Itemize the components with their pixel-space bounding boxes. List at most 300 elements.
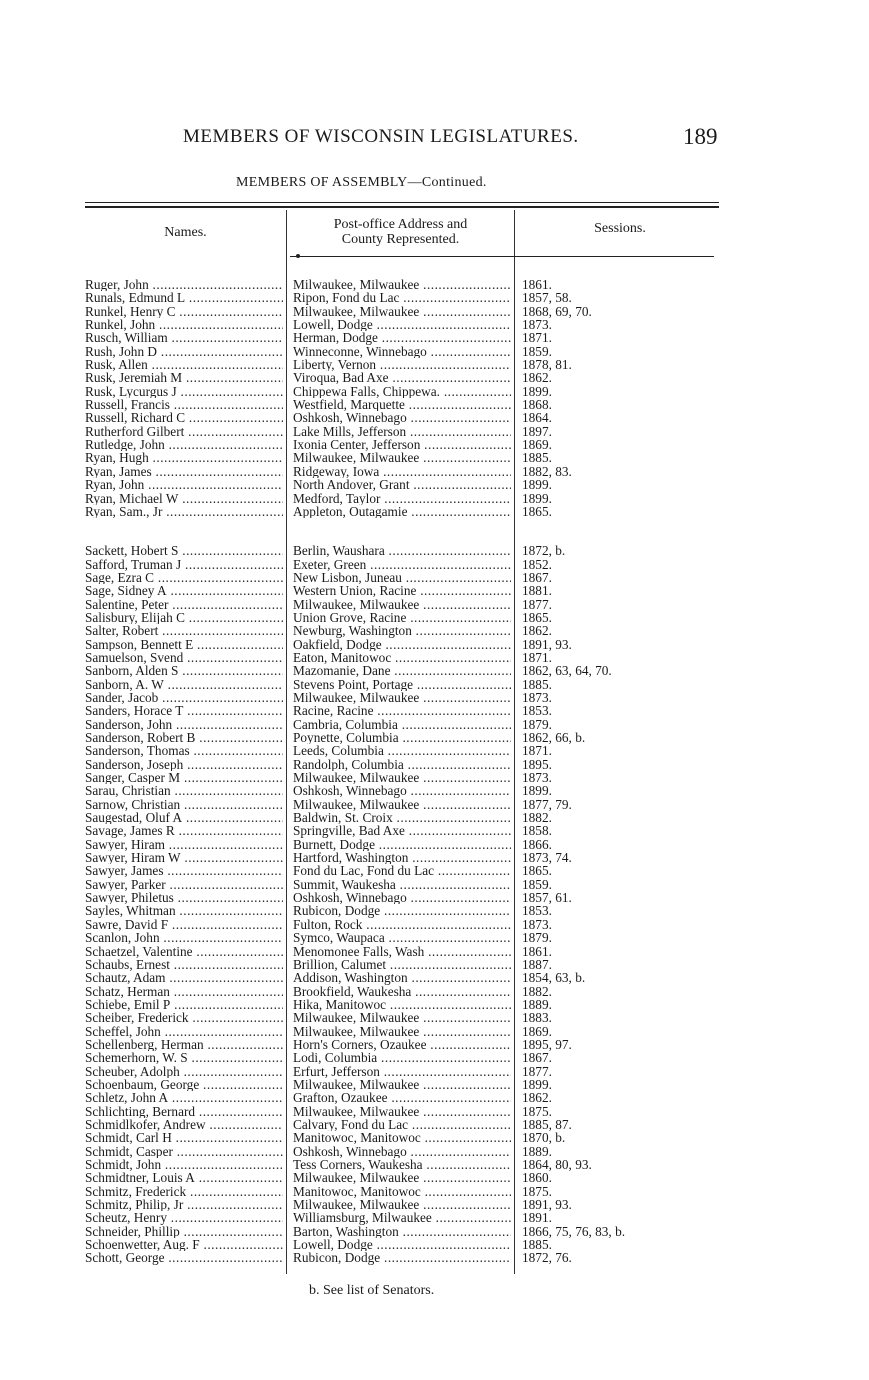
member-address: Milwaukee, Milwaukee ..... <box>293 691 511 704</box>
member-name: Salentine, Peter ..... <box>85 598 283 611</box>
member-sessions: 1891. <box>522 1210 552 1226</box>
member-sessions: 1871. <box>522 649 552 665</box>
table-row <box>0 1238 869 1251</box>
table-row <box>0 1131 869 1144</box>
member-sessions: 1860. <box>522 1170 552 1186</box>
member-address: Manitowoc, Manitowoc ..... <box>293 1185 511 1198</box>
table-row <box>0 1211 869 1224</box>
table-row <box>0 305 869 318</box>
table-row <box>0 945 869 958</box>
table-row <box>0 598 869 611</box>
member-address: Oshkosh, Winnebago ..... <box>293 411 511 424</box>
member-name: Schmitz, Philip, Jr ..... <box>85 1198 283 1211</box>
member-sessions: 1872, b. <box>522 543 566 559</box>
member-sessions: 1881. <box>522 583 552 599</box>
table-row <box>0 758 869 771</box>
member-address: Milwaukee, Milwaukee ..... <box>293 278 511 291</box>
member-name: Schaetzel, Valentine ..... <box>85 945 283 958</box>
member-name: Scanlon, John ..... <box>85 931 283 944</box>
member-sessions: 1864, 80, 93. <box>522 1157 592 1172</box>
member-address: Erfurt, Jefferson ..... <box>293 1065 511 1078</box>
table-row <box>0 878 869 891</box>
member-address: Lowell, Dodge ..... <box>293 1238 511 1251</box>
member-address: Liberty, Vernon ..... <box>293 358 511 371</box>
table-row <box>0 438 869 451</box>
member-name: Sarau, Christian ..... <box>85 784 283 797</box>
member-address: Fond du Lac, Fond du Lac ..... <box>293 864 511 877</box>
table-row <box>0 505 869 518</box>
member-sessions: 1858. <box>522 823 552 839</box>
table-row <box>0 744 869 757</box>
table-row <box>0 891 869 904</box>
member-sessions: 1889. <box>522 996 552 1012</box>
member-name: Ruger, John ..... <box>85 278 283 291</box>
member-address: Lake Mills, Jefferson ..... <box>293 425 511 438</box>
member-sessions: 1885, 87. <box>522 1116 572 1132</box>
member-name: Sampson, Bennett E ..... <box>85 638 283 651</box>
page-number: 189 <box>683 124 718 149</box>
member-sessions: 1853. <box>522 903 552 919</box>
table-row <box>0 864 869 877</box>
table-row <box>0 425 869 438</box>
member-sessions: 1895. <box>522 756 552 772</box>
member-name: Schmidt, Carl H ..... <box>85 1131 283 1144</box>
column-header-address-line2: County Represented. <box>341 232 460 247</box>
member-sessions: 1889. <box>522 1143 552 1159</box>
member-address: Cambria, Columbia ..... <box>293 718 511 731</box>
member-address: Summit, Waukesha ..... <box>293 878 511 891</box>
member-name: Savage, James R ..... <box>85 824 283 837</box>
member-address: Milwaukee, Milwaukee ..... <box>293 451 511 464</box>
member-address: Brookfield, Waukesha ..... <box>293 985 511 998</box>
member-sessions: 1861. <box>522 943 552 959</box>
member-address: Hartford, Washington ..... <box>293 851 511 864</box>
member-address: Westfield, Marquette ..... <box>293 398 511 411</box>
table-row <box>0 998 869 1011</box>
member-name: Samuelson, Svend ..... <box>85 651 283 664</box>
member-name: Ryan, James ..... <box>85 465 283 478</box>
member-name: Sawre, David F ..... <box>85 918 283 931</box>
member-sessions: 1873. <box>522 317 552 333</box>
member-address: Oshkosh, Winnebago ..... <box>293 784 511 797</box>
table-row <box>0 411 869 424</box>
member-address: Menomonee Falls, Wash ..... <box>293 945 511 958</box>
member-name: Sage, Ezra C ..... <box>85 571 283 584</box>
member-name: Scheffel, John ..... <box>85 1025 283 1038</box>
member-name: Ryan, Sam., Jr ..... <box>85 505 283 518</box>
member-name: Schneider, Phillip ..... <box>85 1225 283 1238</box>
table-row <box>0 478 869 491</box>
member-address: Stevens Point, Portage ..... <box>293 678 511 691</box>
table-row <box>0 331 869 344</box>
member-name: Schellenberg, Herman ..... <box>85 1038 283 1051</box>
member-name: Sage, Sidney A ..... <box>85 584 283 597</box>
member-address: Calvary, Fond du Lac ..... <box>293 1118 511 1131</box>
member-address: Racine, Racine ..... <box>293 704 511 717</box>
member-name: Rush, John D ..... <box>85 345 283 358</box>
table-row <box>0 558 869 571</box>
member-sessions: 1885. <box>522 450 552 466</box>
member-address: Milwaukee, Milwaukee ..... <box>293 1025 511 1038</box>
member-address: Grafton, Ozaukee ..... <box>293 1091 511 1104</box>
member-address: Milwaukee, Milwaukee ..... <box>293 598 511 611</box>
member-name: Sayles, Whitman ..... <box>85 904 283 917</box>
member-name: Sanderson, Robert B ..... <box>85 731 283 744</box>
column-header-address-line1: Post-office Address and <box>333 217 468 232</box>
member-address: Addison, Washington ..... <box>293 971 511 984</box>
member-sessions: 1859. <box>522 876 552 892</box>
member-address: Milwaukee, Milwaukee ..... <box>293 798 511 811</box>
table-row <box>0 318 869 331</box>
member-sessions: 1865. <box>522 609 552 625</box>
member-name: Ryan, Hugh ..... <box>85 451 283 464</box>
member-sessions: 1899. <box>522 383 552 399</box>
member-address: Leeds, Columbia ..... <box>293 744 511 757</box>
member-name: Sanders, Horace T ..... <box>85 704 283 717</box>
member-name: Sanderson, Thomas ..... <box>85 744 283 757</box>
member-address: Burnett, Dodge ..... <box>293 838 511 851</box>
member-address: Milwaukee, Milwaukee ..... <box>293 1171 511 1184</box>
table-row <box>0 1011 869 1024</box>
member-name: Rutledge, John ..... <box>85 438 283 451</box>
member-sessions: 1865. <box>522 863 552 879</box>
member-sessions: 1899. <box>522 783 552 799</box>
member-name: Schiebe, Emil P ..... <box>85 998 283 1011</box>
member-sessions: 1875. <box>522 1103 552 1119</box>
member-sessions: 1869. <box>522 437 552 453</box>
member-sessions: 1897. <box>522 423 552 439</box>
member-address: Horn's Corners, Ozaukee ..... <box>293 1038 511 1051</box>
member-sessions: 1869. <box>522 1023 552 1039</box>
table-row <box>0 931 869 944</box>
table-row <box>0 851 869 864</box>
table-row <box>0 811 869 824</box>
member-name: Schoenbaum, George ..... <box>85 1078 283 1091</box>
member-sessions: 1864. <box>522 410 552 426</box>
member-address: Berlin, Waushara ..... <box>293 544 511 557</box>
table-row <box>0 824 869 837</box>
member-sessions: 1877. <box>522 1063 552 1079</box>
member-name: Sawyer, Hiram ..... <box>85 838 283 851</box>
table-row <box>0 638 869 651</box>
member-address: Newburg, Washington ..... <box>293 624 511 637</box>
member-address: Medford, Taylor ..... <box>293 492 511 505</box>
member-address: Lodi, Columbia ..... <box>293 1051 511 1064</box>
member-name: Salter, Robert ..... <box>85 624 283 637</box>
member-address: Winneconne, Winnebago ..... <box>293 345 511 358</box>
member-address: Lowell, Dodge ..... <box>293 318 511 331</box>
table-row <box>0 571 869 584</box>
member-sessions: 1871. <box>522 743 552 759</box>
member-address: Western Union, Racine ..... <box>293 584 511 597</box>
table-row <box>0 1038 869 1051</box>
table-row <box>0 385 869 398</box>
table-row <box>0 398 869 411</box>
member-address: Brillion, Calumet ..... <box>293 958 511 971</box>
table-row <box>0 958 869 971</box>
table-row <box>0 465 869 478</box>
table-row <box>0 664 869 677</box>
member-name: Schlichting, Bernard ..... <box>85 1105 283 1118</box>
table-row <box>0 371 869 384</box>
member-sessions: 1862, 63, 64, 70. <box>522 663 612 679</box>
member-address: Williamsburg, Milwaukee ..... <box>293 1211 511 1224</box>
member-address: Viroqua, Bad Axe ..... <box>293 371 511 384</box>
member-name: Sanderson, John ..... <box>85 718 283 731</box>
table-row <box>0 731 869 744</box>
member-sessions: 1866. <box>522 836 552 852</box>
member-address: Eaton, Manitowoc ..... <box>293 651 511 664</box>
member-name: Saugestad, Oluf A ..... <box>85 811 283 824</box>
member-sessions: 1885. <box>522 676 552 692</box>
member-sessions: 1854, 63, b. <box>522 970 586 986</box>
member-address: Chippewa Falls, Chippewa. ..... <box>293 385 511 398</box>
member-sessions: 1887. <box>522 956 552 972</box>
member-address: Union Grove, Racine ..... <box>293 611 511 624</box>
member-address: Milwaukee, Milwaukee ..... <box>293 1078 511 1091</box>
table-row <box>0 1198 869 1211</box>
member-address: Oshkosh, Winnebago ..... <box>293 891 511 904</box>
member-address: Milwaukee, Milwaukee ..... <box>293 771 511 784</box>
table-row <box>0 971 869 984</box>
member-name: Scheuber, Adolph ..... <box>85 1065 283 1078</box>
member-name: Schmitz, Frederick ..... <box>85 1185 283 1198</box>
table-row <box>0 798 869 811</box>
member-sessions: 1882. <box>522 983 552 999</box>
member-sessions: 1883. <box>522 1010 552 1026</box>
table-row <box>0 651 869 664</box>
member-address: North Andover, Grant ..... <box>293 478 511 491</box>
member-address: Herman, Dodge ..... <box>293 331 511 344</box>
page-title: MEMBERS OF WISCONSIN LEGISLATURES. <box>183 126 579 147</box>
member-sessions: 1882. <box>522 810 552 826</box>
table-row <box>0 718 869 731</box>
table-row <box>0 838 869 851</box>
member-sessions: 1899. <box>522 1076 552 1092</box>
header-rule <box>290 256 714 257</box>
table-row <box>0 492 869 505</box>
member-address: Oakfield, Dodge ..... <box>293 638 511 651</box>
table-row <box>0 611 869 624</box>
member-name: Ryan, John ..... <box>85 478 283 491</box>
members-table <box>0 278 869 1265</box>
table-row <box>0 1051 869 1064</box>
table-row <box>0 278 869 291</box>
table-row <box>0 291 869 304</box>
table-row <box>0 904 869 917</box>
member-name: Schautz, Adam ..... <box>85 971 283 984</box>
member-address: Milwaukee, Milwaukee ..... <box>293 1105 511 1118</box>
member-sessions: 1861. <box>522 277 552 292</box>
member-address: Tess Corners, Waukesha ..... <box>293 1158 511 1171</box>
table-row <box>0 704 869 717</box>
member-address: Poynette, Columbia ..... <box>293 731 511 744</box>
member-sessions: 1891, 93. <box>522 1197 572 1213</box>
member-name: Rusk, Lycurgus J ..... <box>85 385 283 398</box>
member-sessions: 1875. <box>522 1183 552 1199</box>
member-sessions: 1891, 93. <box>522 636 572 652</box>
member-sessions: 1862. <box>522 1090 552 1106</box>
column-header-address <box>287 217 514 247</box>
member-name: Schemerhorn, W. S ..... <box>85 1051 283 1064</box>
member-sessions: 1866, 75, 76, 83, b. <box>522 1223 626 1239</box>
member-name: Schatz, Herman ..... <box>85 985 283 998</box>
table-row <box>0 771 869 784</box>
member-address: Hika, Manitowoc ..... <box>293 998 511 1011</box>
member-address: New Lisbon, Juneau ..... <box>293 571 511 584</box>
member-sessions: 1857, 58. <box>522 290 572 306</box>
member-name: Rutherford Gilbert ..... <box>85 425 283 438</box>
member-sessions: 1878, 81. <box>522 357 572 373</box>
member-address: Milwaukee, Milwaukee ..... <box>293 1011 511 1024</box>
table-row <box>0 451 869 464</box>
member-sessions: 1859. <box>522 343 552 359</box>
table-row <box>0 1251 869 1264</box>
member-name: Salisbury, Elijah C ..... <box>85 611 283 624</box>
member-sessions: 1870, b. <box>522 1130 566 1146</box>
member-name: Schmidlkofer, Andrew ..... <box>85 1118 283 1131</box>
member-name: Sanger, Casper M ..... <box>85 771 283 784</box>
member-name: Ryan, Michael W ..... <box>85 492 283 505</box>
member-sessions: 1857, 61. <box>522 890 572 906</box>
member-name: Scheiber, Frederick ..... <box>85 1011 283 1024</box>
table-row <box>0 345 869 358</box>
member-sessions: 1852. <box>522 556 552 572</box>
table-row <box>0 784 869 797</box>
table-row <box>0 1118 869 1131</box>
table-row <box>0 584 869 597</box>
member-name: Sawyer, Philetus ..... <box>85 891 283 904</box>
member-sessions: 1862. <box>522 623 552 639</box>
table-row <box>0 1091 869 1104</box>
member-sessions: 1877, 79. <box>522 796 572 812</box>
member-sessions: 1867. <box>522 569 552 585</box>
member-name: Scheutz, Henry ..... <box>85 1211 283 1224</box>
column-header-names: Names. <box>164 225 207 240</box>
table-row <box>0 678 869 691</box>
member-address: Barton, Washington ..... <box>293 1225 511 1238</box>
member-name: Schletz, John A ..... <box>85 1091 283 1104</box>
member-address: Baldwin, St. Croix ..... <box>293 811 511 824</box>
member-address: Exeter, Green ..... <box>293 558 511 571</box>
member-name: Sawyer, Hiram W ..... <box>85 851 283 864</box>
member-sessions: 1873, 74. <box>522 850 572 866</box>
member-address: Fulton, Rock ..... <box>293 918 511 931</box>
member-name: Schaubs, Ernest ..... <box>85 958 283 971</box>
table-row <box>0 1105 869 1118</box>
member-sessions: 1867. <box>522 1050 552 1066</box>
footnote: b. See list of Senators. <box>309 1283 435 1298</box>
member-address: Ripon, Fond du Lac ..... <box>293 291 511 304</box>
table-row <box>0 358 869 371</box>
member-sessions: 1899. <box>522 490 552 506</box>
member-address: Ridgeway, Iowa ..... <box>293 465 511 478</box>
member-address: Milwaukee, Milwaukee ..... <box>293 305 511 318</box>
table-row <box>0 624 869 637</box>
member-sessions: 1871. <box>522 330 552 346</box>
table-row <box>0 1158 869 1171</box>
member-name: Russell, Richard C ..... <box>85 411 283 424</box>
member-sessions: 1895, 97. <box>522 1036 572 1052</box>
member-address: Oshkosh, Winnebago ..... <box>293 1145 511 1158</box>
table-row <box>0 1025 869 1038</box>
member-sessions: 1868, 69, 70. <box>522 303 592 319</box>
member-name: Rusk, Allen ..... <box>85 358 283 371</box>
member-sessions: 1885. <box>522 1237 552 1253</box>
member-name: Safford, Truman J ..... <box>85 558 283 571</box>
member-sessions: 1882, 83. <box>522 463 572 479</box>
member-name: Runals, Edmund L ..... <box>85 291 283 304</box>
table-row <box>0 918 869 931</box>
member-sessions: 1873. <box>522 770 552 786</box>
section-gap <box>0 518 869 544</box>
member-sessions: 1873. <box>522 689 552 705</box>
column-header-sessions: Sessions. <box>594 221 646 236</box>
table-row <box>0 1065 869 1078</box>
member-name: Schott, George ..... <box>85 1251 283 1264</box>
member-name: Schmidtner, Louis A ..... <box>85 1171 283 1184</box>
member-sessions: 1877. <box>522 596 552 612</box>
table-row <box>0 1185 869 1198</box>
member-sessions: 1879. <box>522 716 552 732</box>
table-row <box>0 544 869 557</box>
member-sessions: 1899. <box>522 477 552 493</box>
member-sessions: 1879. <box>522 930 552 946</box>
table-row <box>0 985 869 998</box>
member-address: Mazomanie, Dane ..... <box>293 664 511 677</box>
table-row <box>0 691 869 704</box>
member-address: Randolph, Columbia ..... <box>293 758 511 771</box>
member-name: Sarnow, Christian ..... <box>85 798 283 811</box>
member-name: Sanborn, Alden S ..... <box>85 664 283 677</box>
member-sessions: 1862, 66, b. <box>522 730 586 745</box>
member-name: Russell, Francis ..... <box>85 398 283 411</box>
member-address: Springville, Bad Axe ..... <box>293 824 511 837</box>
member-address: Symco, Waupaca ..... <box>293 931 511 944</box>
member-name: Sawyer, Parker ..... <box>85 878 283 891</box>
table-row <box>0 1145 869 1158</box>
member-name: Sander, Jacob ..... <box>85 691 283 704</box>
member-sessions: 1862. <box>522 370 552 386</box>
member-name: Sanborn, A. W ..... <box>85 678 283 691</box>
member-name: Schoenwetter, Aug. F ..... <box>85 1238 283 1251</box>
member-name: Runkel, Henry C ..... <box>85 305 283 318</box>
member-sessions: 1853. <box>522 703 552 719</box>
member-name: Schmidt, John ..... <box>85 1158 283 1171</box>
member-address: Ixonia Center, Jefferson ..... <box>293 438 511 451</box>
member-address: Rubicon, Dodge ..... <box>293 904 511 917</box>
member-name: Rusk, Jeremiah M ..... <box>85 371 283 384</box>
member-sessions: 1865. <box>522 503 552 519</box>
member-name: Schmidt, Casper ..... <box>85 1145 283 1158</box>
member-name: Sawyer, James ..... <box>85 864 283 877</box>
member-sessions: 1868. <box>522 397 552 413</box>
member-name: Sackett, Hobert S ..... <box>85 544 283 557</box>
member-address: Appleton, Outagamie ..... <box>293 505 511 518</box>
member-name: Runkel, John ..... <box>85 318 283 331</box>
member-address: Milwaukee, Milwaukee ..... <box>293 1198 511 1211</box>
member-address: Rubicon, Dodge ..... <box>293 1251 511 1264</box>
header-rule-mark <box>296 254 300 258</box>
section-subtitle: MEMBERS OF ASSEMBLY—Continued. <box>236 175 487 190</box>
table-row <box>0 1171 869 1184</box>
member-name: Rusch, William ..... <box>85 331 283 344</box>
member-name: Sanderson, Joseph ..... <box>85 758 283 771</box>
member-sessions: 1873. <box>522 916 552 932</box>
member-sessions: 1872, 76. <box>522 1250 572 1266</box>
table-row <box>0 1225 869 1238</box>
member-address: Manitowoc, Manitowoc ..... <box>293 1131 511 1144</box>
